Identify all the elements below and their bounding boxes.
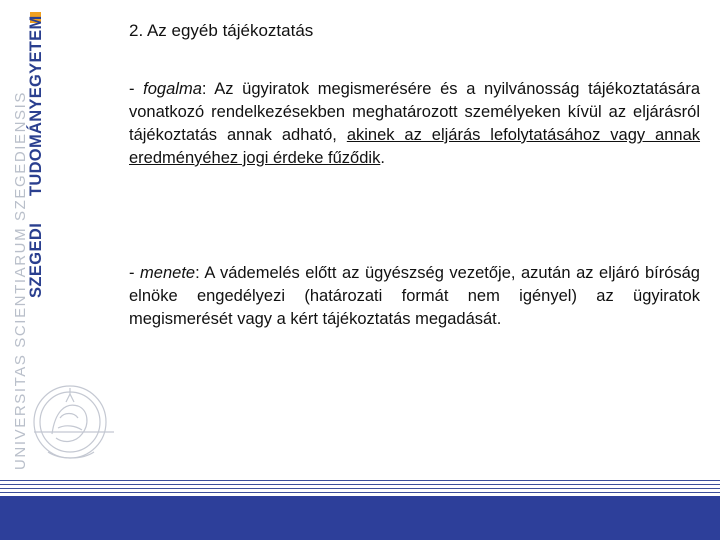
procedure-colon: : bbox=[195, 264, 205, 282]
footer-divider-line bbox=[0, 480, 720, 481]
definition-term: fogalma bbox=[143, 80, 202, 98]
definition-end: . bbox=[380, 149, 385, 167]
procedure-text: A vádemelés előtt az ügyészség vezetője, azután az eljáró bíróság elnöke engedélyezi (határozati formát nem igényel) az ügyiratok megismerését vagy a kért tájékoztatás megadását. bbox=[129, 264, 700, 328]
footer-divider-line bbox=[0, 488, 720, 489]
procedure-dash: - bbox=[129, 264, 141, 282]
logo-hungarian-text-part2: TUDOMÁNYEGYETEM bbox=[27, 15, 45, 196]
footer-divider-line bbox=[0, 484, 720, 485]
logo-hungarian-text-part1: SZEGEDI bbox=[27, 222, 45, 298]
procedure-paragraph bbox=[129, 262, 700, 331]
procedure-term: menete bbox=[140, 264, 196, 282]
footer-band bbox=[0, 496, 720, 540]
definition-text: Az ügyiratok megismerésére és a nyilvánosság tájékoztatására vonatkozó rendelkezésekben meghatározott személyeken kívül az eljárásról tájékoztatás annak adható, bbox=[129, 80, 700, 144]
footer-divider-line bbox=[0, 492, 720, 493]
slide-title: 2. Az egyéb tájékoztatás bbox=[129, 21, 314, 40]
definition-colon: : bbox=[201, 80, 215, 98]
logo-latin-text: UNIVERSITAS SCIENTIARUM SZEGEDIENSIS bbox=[12, 90, 29, 470]
definition-dash: - bbox=[129, 80, 144, 98]
university-seal-icon bbox=[30, 372, 120, 472]
definition-paragraph bbox=[129, 78, 700, 170]
definition-underlined-text: akinek az eljárás lefolytatásához vagy annak eredményéhez jogi érdeke fűződik bbox=[129, 126, 701, 167]
